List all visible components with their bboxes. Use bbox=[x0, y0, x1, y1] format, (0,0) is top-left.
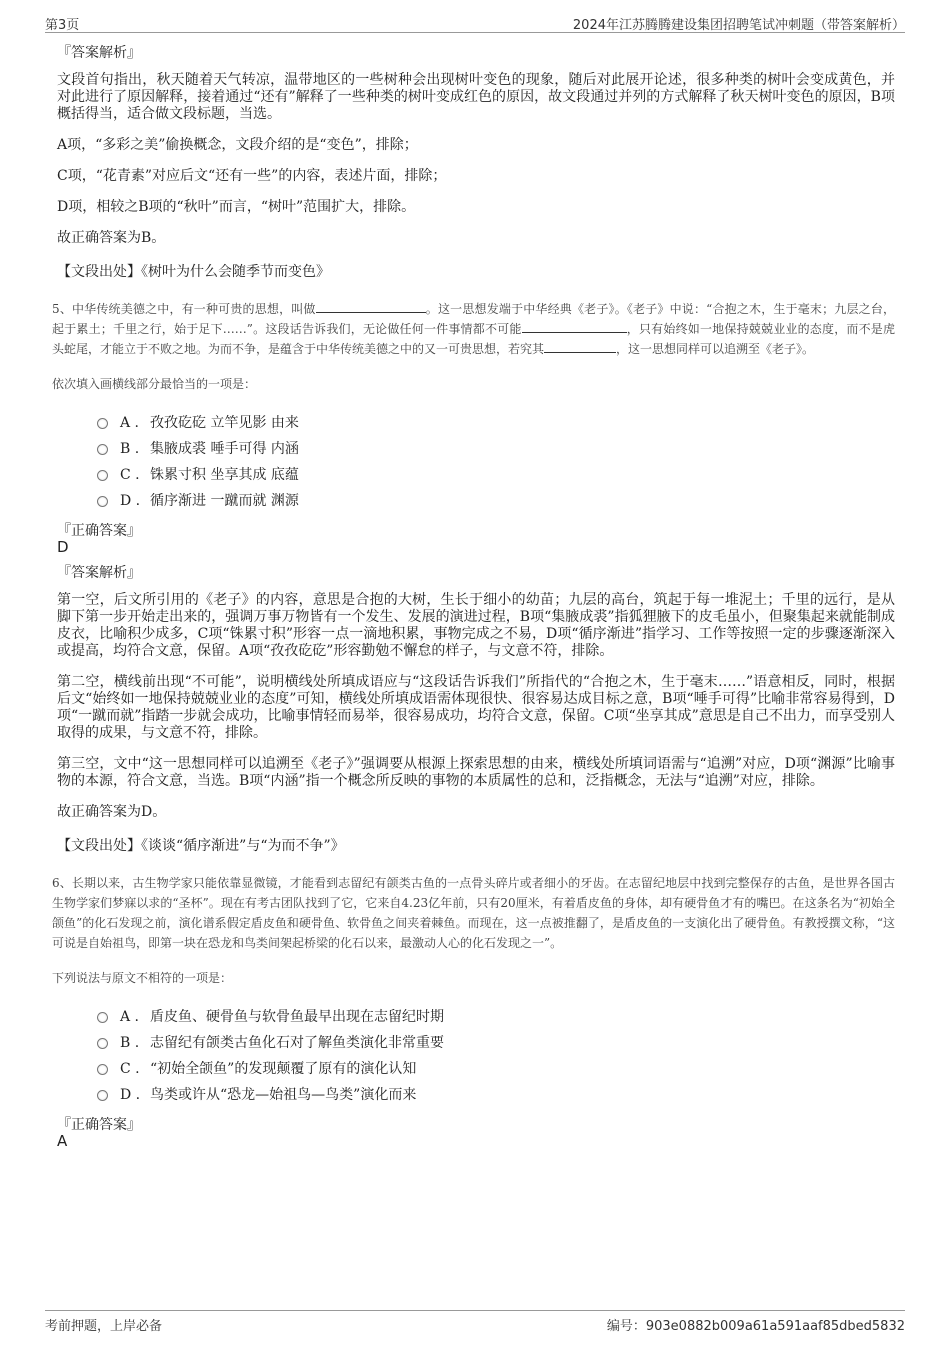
q5-analysis-conclusion: 故正确答案为D。 bbox=[57, 804, 167, 820]
option-letter: C . bbox=[120, 1061, 140, 1077]
q6-option-c[interactable] bbox=[97, 1056, 895, 1082]
radio-icon[interactable] bbox=[97, 496, 108, 507]
q5-option-a[interactable] bbox=[97, 410, 895, 436]
option-letter: C . bbox=[120, 467, 140, 483]
q5-option-c[interactable] bbox=[97, 462, 895, 488]
q5-answer: D bbox=[57, 538, 69, 556]
q5-analysis-p2: 第二空，横线前出现“不可能”，说明横线处所填成语应与“这段话告诉我们”所指代的“合抱之木，生于毫末……”语意相反，同时，根据后文“始终如一地保持兢兢业业的态度”可知，横线处所填成语需体现很快、很容易达成目标之意，B项“唾手可得”比喻非常容易得到，D项“一蹴而就”指踏一步就会成功，比喻事情轻而易举，很容易成功，均符合文意，保留。C项“坐享其成”意思是自己不出力，而享受别人取得的成果，与文意不符，排除。 bbox=[57, 674, 895, 741]
q6-options bbox=[97, 1004, 895, 1108]
radio-icon[interactable] bbox=[97, 1064, 108, 1075]
q4-analysis-label: 『答案解析』 bbox=[57, 45, 141, 61]
q6-question-text: 6、长期以来，古生物学家只能依靠显微镜，才能看到志留纪有颌类古鱼的一点骨头碎片或者细小的牙齿。在志留纪地层中找到完整保存的古鱼，是世界各国古生物学家们梦寐以求的“圣杯”。现在有考古团队找到了它，它来自4.23亿年前，只有20厘米，有着盾皮鱼的身体，却有硬骨鱼才有的嘴巴。在这条名为“初始全颌鱼”的化石发现之前，演化谱系假定盾皮鱼和硬骨鱼、软骨鱼之间夹着棘鱼。而现在，这一点被推翻了，是盾皮鱼的一支演化出了硬骨鱼。有教授撰文称，“这可说是自始祖鸟，即第一块在恐龙和鸟类间架起桥梁的化石以来，最激动人心的化石发现之一”。 bbox=[52, 876, 895, 950]
option-letter: A . bbox=[120, 1009, 140, 1025]
q5-source: 【文段出处】《谈谈“循序渐进”与“为而不争”》 bbox=[57, 838, 345, 854]
q4-analysis-conclusion: 故正确答案为B。 bbox=[57, 230, 166, 246]
footer-slogan: 考前押题，上岸必备 bbox=[45, 1319, 163, 1334]
q5-blank-3 bbox=[544, 340, 616, 353]
page-header bbox=[45, 12, 905, 33]
q5-options bbox=[97, 410, 895, 514]
radio-icon[interactable] bbox=[97, 470, 108, 481]
q5-blank-2 bbox=[522, 320, 627, 333]
q6-option-b[interactable] bbox=[97, 1030, 895, 1056]
option-text: “初始全颌鱼”的发现颠覆了原有的演化认知 bbox=[150, 1061, 417, 1077]
radio-icon[interactable] bbox=[97, 1038, 108, 1049]
q5-text-a: 5、中华传统美德之中，有一种可贵的思想，叫做 bbox=[52, 302, 316, 316]
q5-option-b[interactable] bbox=[97, 436, 895, 462]
radio-icon[interactable] bbox=[97, 418, 108, 429]
radio-icon[interactable] bbox=[97, 1090, 108, 1101]
q6-answer-label: 『正确答案』 bbox=[57, 1117, 141, 1133]
q6-option-a[interactable] bbox=[97, 1004, 895, 1030]
option-text: 循序渐进 一蹴而就 渊源 bbox=[150, 493, 299, 509]
q6-answer: A bbox=[57, 1132, 68, 1150]
page-footer bbox=[45, 1310, 905, 1334]
option-text: 孜孜矻矻 立竿见影 由来 bbox=[150, 415, 299, 431]
q5-analysis-p1: 第一空，后文所引用的《老子》的内容，意思是合抱的大树，生长于细小的幼苗；九层的高台，筑起于每一堆泥土；千里的远行，是从脚下第一步开始走出来的，强调万事万物皆有一个发生、发展的演进过程，B项“集腋成裘”指狐狸腋下的皮毛虽小，但聚集起来就能制成皮衣，比喻积少成多，C项“铢累寸积”形容一点一滴地积累，事物完成之不易，D项“循序渐进”指学习、工作等按照一定的步骤逐渐深入或提高，均符合文意，保留。A项“孜孜矻矻”形容勤勉不懈怠的样子，与文意不符，排除。 bbox=[57, 592, 895, 659]
document-code: 编号：903e0882b009a61a591aaf85dbed5832 bbox=[606, 1319, 905, 1334]
option-letter: D . bbox=[120, 493, 141, 509]
q6-prompt: 下列说法与原文不相符的一项是： bbox=[52, 971, 233, 985]
option-text: 鸟类或许从“恐龙—始祖鸟—鸟类”演化而来 bbox=[150, 1087, 417, 1103]
q5-analysis-label: 『答案解析』 bbox=[57, 565, 141, 581]
option-text: 铢累寸积 坐享其成 底蕴 bbox=[150, 467, 299, 483]
q4-analysis-p2: A项，“多彩之美”偷换概念，文段介绍的是“变色”，排除； bbox=[57, 137, 418, 153]
q6-option-d[interactable] bbox=[97, 1082, 895, 1108]
q4-analysis-p1: 文段首句指出，秋天随着天气转凉，温带地区的一些树种会出现树叶变色的现象，随后对此展开论述，很多种类的树叶会变成黄色，并对此进行了原因解释，接着通过“还有”解释了一些种类的树叶变成红色的原因，故文段通过并列的方式解释了秋天树叶变色的原因，B项概括得当，适合做文段标题，当选。 bbox=[57, 72, 895, 122]
option-letter: B . bbox=[120, 441, 140, 457]
document-title: 2024年江苏腾腾建设集团招聘笔试冲刺题（带答案解析） bbox=[572, 18, 905, 33]
radio-icon[interactable] bbox=[97, 1012, 108, 1023]
page-number: 第3页 bbox=[45, 18, 80, 33]
q5-prompt: 依次填入画横线部分最恰当的一项是： bbox=[52, 377, 257, 391]
page-content bbox=[52, 44, 896, 1158]
q4-analysis-p3: C项，“花青素”对应后文“还有一些”的内容，表述片面，排除； bbox=[57, 168, 447, 184]
q5-blank-1 bbox=[316, 300, 426, 313]
option-letter: A . bbox=[120, 415, 140, 431]
q5-analysis-p3: 第三空，文中“这一思想同样可以追溯至《老子》”强调要从根源上探索思想的由来，横线处所填词语需与“追溯”对应，D项“渊源”比喻事物的本源，符合文意，当选。B项“内涵”指一个概念所反映的事物的本质属性的总和，泛指概念，无法与“追溯”对应，排除。 bbox=[57, 756, 895, 789]
option-letter: D . bbox=[120, 1087, 141, 1103]
q4-source: 【文段出处】《树叶为什么会随季节而变色》 bbox=[57, 264, 330, 280]
radio-icon[interactable] bbox=[97, 444, 108, 455]
option-letter: B . bbox=[120, 1035, 140, 1051]
q5-text-c: ，只有始终如一地保持兢兢业业的态度，而不是虎头蛇尾，才能立于不败之地。为而不争，是蕴含于中华传统美德之中的又一可贵思想，若究其 bbox=[52, 322, 895, 356]
option-text: 盾皮鱼、硬骨鱼与软骨鱼最早出现在志留纪时期 bbox=[150, 1009, 444, 1025]
q5-question-text bbox=[52, 299, 895, 359]
q5-answer-label: 『正确答案』 bbox=[57, 523, 141, 539]
q4-analysis-p4: D项，相较之B项的“秋叶”而言，“树叶”范围扩大，排除。 bbox=[57, 199, 416, 215]
option-text: 志留纪有颌类古鱼化石对了解鱼类演化非常重要 bbox=[150, 1035, 444, 1051]
q5-option-d[interactable] bbox=[97, 488, 895, 514]
q5-text-b: 。这一思想发端于中华经典《老子》。《老子》中说：“合抱之木，生于毫末；九层之台，起于累土；千里之行，始于足下……”。这段话告诉我们，无论做任何一件事情都不可能 bbox=[52, 302, 896, 336]
q5-text-d: ，这一思想同样可以追溯至《老子》。 bbox=[616, 342, 815, 356]
option-text: 集腋成裘 唾手可得 内涵 bbox=[150, 441, 299, 457]
